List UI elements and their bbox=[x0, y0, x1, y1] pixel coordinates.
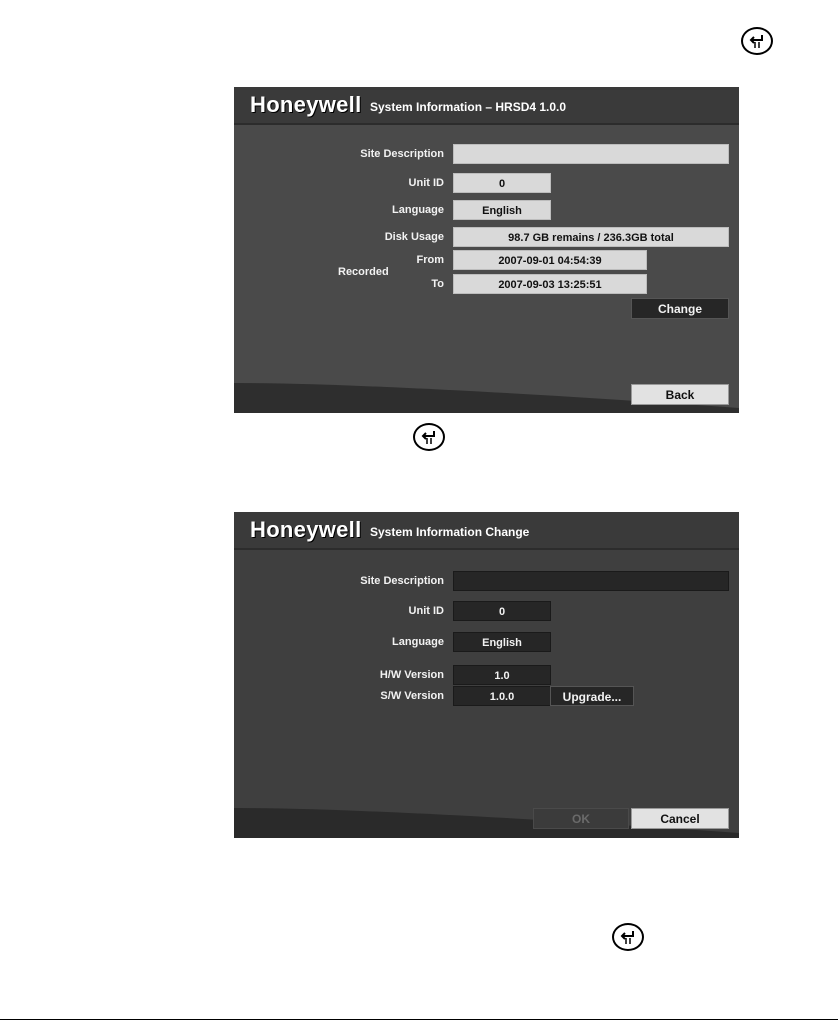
system-information-screen bbox=[234, 87, 739, 413]
brand-logo: Honeywell bbox=[250, 517, 362, 542]
enter-button-icon bbox=[612, 923, 644, 951]
upgrade-button[interactable]: Upgrade... bbox=[550, 686, 634, 706]
screen-title: System Information Change bbox=[370, 525, 530, 539]
site-description-field[interactable] bbox=[453, 571, 729, 591]
site-description-field[interactable] bbox=[453, 144, 729, 164]
recorded-from-field: 2007-09-01 04:54:39 bbox=[453, 250, 647, 270]
recorded-to-label: To bbox=[431, 278, 444, 290]
unit-id-field[interactable]: 0 bbox=[453, 173, 551, 193]
sw-version-field: 1.0.0 bbox=[453, 686, 551, 706]
disk-usage-label: Disk Usage bbox=[384, 231, 444, 243]
cancel-button[interactable]: Cancel bbox=[631, 808, 729, 829]
enter-button-icon bbox=[741, 27, 773, 55]
language-field[interactable]: English bbox=[453, 632, 551, 652]
enter-button-icon bbox=[413, 423, 445, 451]
recorded-label: Recorded bbox=[338, 266, 389, 278]
screen-title: System Information – HRSD4 1.0.0 bbox=[370, 100, 567, 114]
recorded-from-label: From bbox=[416, 254, 444, 266]
title-bar bbox=[234, 87, 739, 125]
system-information-change-screen bbox=[234, 512, 739, 838]
language-label: Language bbox=[392, 204, 444, 216]
back-button[interactable]: Back bbox=[631, 384, 729, 405]
change-button[interactable]: Change bbox=[631, 298, 729, 319]
unit-id-field[interactable]: 0 bbox=[453, 601, 551, 621]
unit-id-label: Unit ID bbox=[408, 605, 444, 617]
hw-version-field: 1.0 bbox=[453, 665, 551, 685]
sw-version-label: S/W Version bbox=[380, 690, 444, 702]
title-bar bbox=[234, 512, 739, 550]
ok-button[interactable]: OK bbox=[533, 808, 629, 829]
unit-id-label: Unit ID bbox=[408, 177, 444, 189]
site-description-label: Site Description bbox=[360, 575, 444, 587]
language-label: Language bbox=[392, 636, 444, 648]
brand-logo: Honeywell bbox=[250, 92, 362, 117]
disk-usage-field: 98.7 GB remains / 236.3GB total bbox=[453, 227, 729, 247]
site-description-label: Site Description bbox=[360, 148, 444, 160]
hw-version-label: H/W Version bbox=[379, 669, 444, 681]
language-field[interactable]: English bbox=[453, 200, 551, 220]
recorded-to-field: 2007-09-03 13:25:51 bbox=[453, 274, 647, 294]
page-divider bbox=[0, 1019, 838, 1020]
